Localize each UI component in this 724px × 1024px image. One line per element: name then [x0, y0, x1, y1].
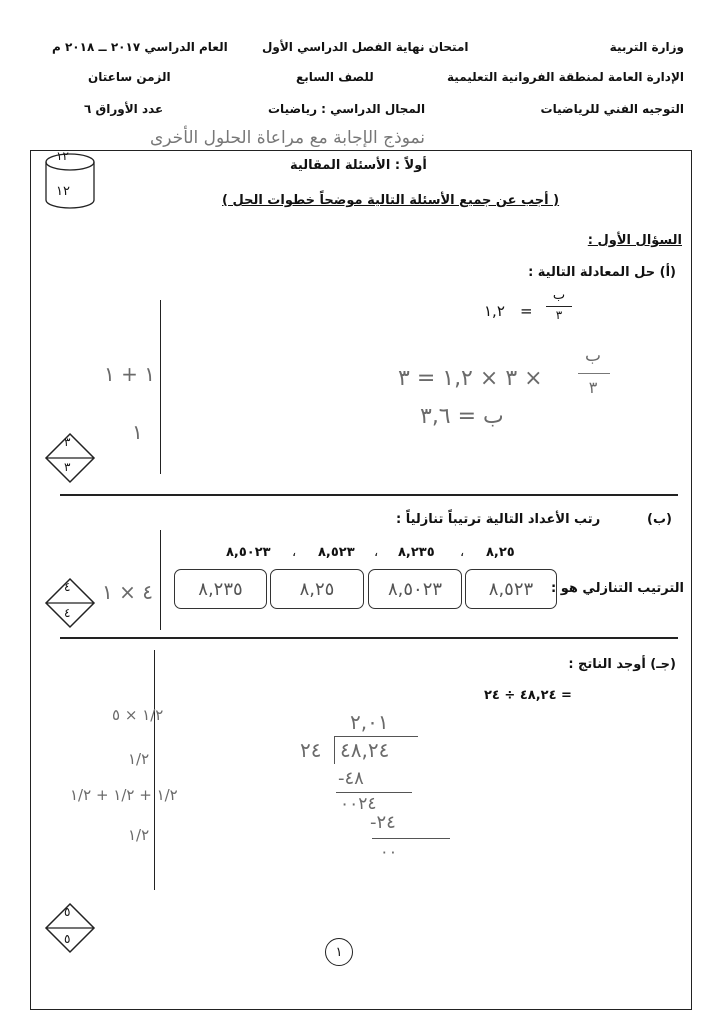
q1c-marks-1: ١/٢ × ٥ — [112, 706, 164, 724]
q1b-comma-1: ، — [460, 545, 465, 560]
exam-title: امتحان نهاية الفصل الدراسي الأول — [262, 40, 469, 54]
q1-title: السؤال الأول : — [587, 233, 682, 248]
q1c-quotient: ٢,٠١ — [350, 710, 389, 734]
q1b-answer-box-3: ٨,٢٥ — [270, 569, 364, 609]
q1a-work-line1: ٣ × ١,٢ = ٣ × — [398, 366, 543, 391]
q1c-step4: ٠٠ — [380, 842, 398, 861]
q1a-marks-line1: ١ + ١ — [104, 362, 155, 386]
q1b-answer-box-1: ٨,٥٢٣ — [465, 569, 557, 609]
divider-a-b — [60, 494, 678, 496]
q1b-number-1: ٨,٢٥ — [486, 545, 515, 560]
q1c-step3: -٢٤ — [370, 812, 396, 833]
q1c-division-bracket — [334, 736, 335, 764]
q1a-score-bottom: ٣ — [64, 460, 71, 474]
q1b-answer-box-4: ٨,٢٣٥ — [174, 569, 267, 609]
q1c-label: (جـ) أوجد الناتج : — [568, 657, 676, 672]
q1b-answer-box-2: ٨,٥٠٢٣ — [368, 569, 462, 609]
q1b-number-4: ٨,٥٠٢٣ — [226, 545, 271, 560]
q1a-equation-equals: = — [520, 302, 533, 320]
q1a-fraction-numerator: ب — [552, 288, 566, 303]
supervision: التوجيه الفني للرياضيات — [540, 102, 684, 116]
q1b-order-label: الترتيب التنازلي هو : — [551, 581, 684, 596]
q1b-marks-divider — [160, 530, 161, 630]
q1b-comma-2: ، — [374, 545, 379, 560]
q1a-fraction-bar — [546, 306, 572, 307]
q1c-dividend: ٤٨,٢٤ — [340, 738, 390, 762]
q1a-work-fraction-num: ب — [584, 346, 601, 366]
q1b-score-bottom: ٤ — [64, 606, 71, 620]
q1a-work-fraction-den: ٣ — [588, 378, 598, 397]
school-year: العام الدراسي ٢٠١٧ ــ ٢٠١٨ م — [52, 40, 228, 54]
q1a-marks-line2: ١ — [132, 420, 143, 444]
q1b-number-2: ٨,٢٣٥ — [398, 545, 435, 560]
q1c-step1-line — [336, 792, 412, 793]
q1a-marks-divider — [160, 300, 161, 474]
page-number: ١ — [325, 938, 353, 966]
q1c-divisor: ٢٤ — [300, 738, 322, 762]
q1b-marks: ٤ × ١ — [102, 580, 153, 604]
q1c-marks-2: ١/٢ — [128, 750, 150, 768]
q1c-step3-line — [372, 838, 450, 839]
q1a-score-top: ٣ — [64, 435, 71, 449]
total-score-top: ١٢ — [56, 149, 69, 163]
section-instruction: ( أجب عن جميع الأسئلة التالية موضحاً خطوات الحل ) — [222, 193, 560, 208]
q1a-label: (أ) حل المعادلة التالية : — [528, 265, 676, 280]
q1c-step2: ٠٠٢٤ — [340, 794, 377, 814]
directorate: الإدارة العامة لمنطقة الفروانية التعليمية — [447, 70, 684, 84]
q1b-score-top: ٤ — [64, 580, 71, 594]
q1c-marks-3: ١/٢ + ١/٢ + ١/٢ — [70, 786, 178, 804]
subject: المجال الدراسي : رياضيات — [268, 102, 426, 116]
total-score-bottom: ١٢ — [56, 184, 70, 199]
q1a-work-line2: ب = ٣,٦ — [420, 404, 504, 429]
total-score-cylinder — [40, 150, 100, 212]
q1b-instruction: رتب الأعداد التالية ترتيباً تنازلياً : — [396, 512, 601, 527]
q1a-work-fraction-bar — [578, 373, 610, 374]
q1b-number-3: ٨,٥٢٣ — [318, 545, 355, 560]
ministry-name: وزارة التربية — [609, 40, 684, 54]
q1c-marks-4: ١/٢ — [128, 826, 150, 844]
q1a-fraction-denominator: ٣ — [555, 308, 563, 322]
q1a-equation-rhs: ١,٢ — [484, 302, 505, 320]
q1c-problem: ٤٨,٢٤ ÷ ٢٤ = — [484, 688, 572, 703]
page-count: عدد الأوراق ٦ — [84, 102, 164, 116]
handwritten-note: نموذج الإجابة مع مراعاة الحلول الأخرى — [150, 128, 426, 148]
q1b-comma-3: ، — [292, 545, 297, 560]
q1c-score-top: ٥ — [64, 905, 71, 919]
q1c-marks-divider — [154, 650, 155, 890]
q1c-score-bottom: ٥ — [64, 932, 71, 946]
q1b-label: (ب) — [647, 512, 672, 527]
grade: للصف السابع — [296, 70, 374, 84]
section-title: أولاً : الأسئلة المقالية — [290, 158, 427, 173]
exam-time: الزمن ساعتان — [88, 70, 171, 84]
divider-b-c — [60, 637, 678, 639]
q1c-step1: -٤٨ — [338, 768, 364, 789]
q1c-division-bar — [334, 736, 418, 737]
